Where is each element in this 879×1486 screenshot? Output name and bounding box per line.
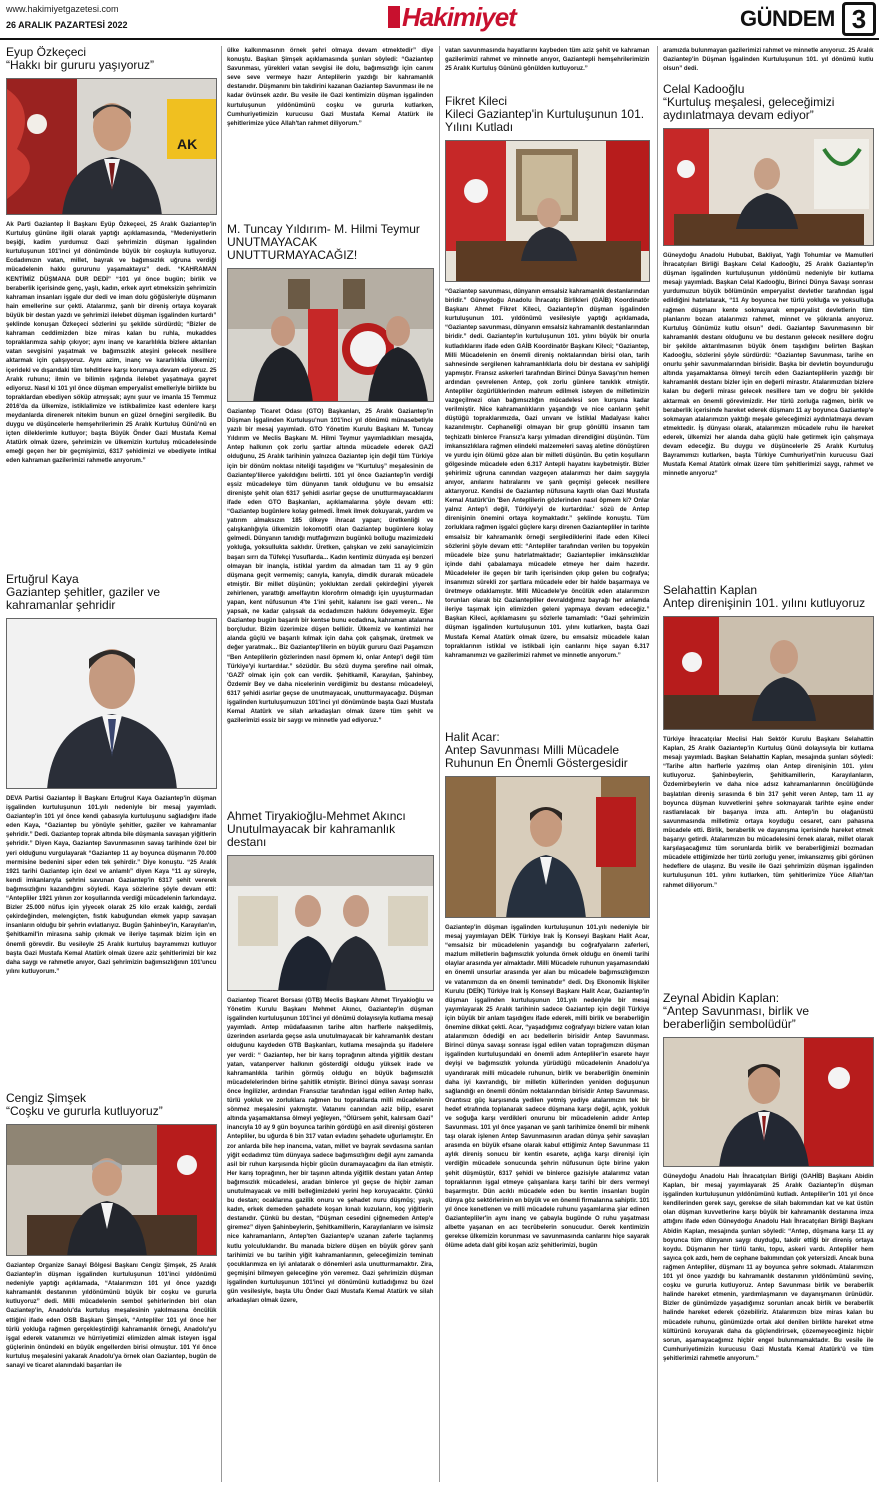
portrait-photo bbox=[6, 1124, 217, 1256]
story-body: Güneydoğu Anadolu Hububat, Bakliyat, Yağlı Tohumlar ve Mamulleri İhracatçıları Birliği Başkanı Celal Kadooğlu, 25 Aralık Gaziantep'in düşman işgalinden kurtuluşunun yıldönümü nedeniyle bir kutlama mesajı yayımladı. Başkan Celal Kadooğlu, Birinci Dünya Savaşı sonrası yurdumuzun büyük bölümünün emperyalist devletler tarafından işgal edildiğini hatırlatarak, “11 Ay boyunca her türlü yokluğa ve yoksulluğa rağmen düşmanı kente sokmayarak emperyalist devletlerin tüm planlarını bozan atalarımızı rahmet, minnet ve şükranla anıyoruz. Kurtuluş Günümüz kutlu olsun” dedi. Gaziantep Savunmasının bir kahramanlık destanı olduğunu ve bu destanın gelecek nesillere doğru bir şekilde aktarılmasının büyük önem taşıdığını belirten Başkan Kadooğlu, sözlerini şöyle sürdürdü: “Gaziantep Savunması, tarihe en onurlu şehir savunmalarından birisidir. Başka bir devletin boyunduruğu altında yaşamaktansa ölmeyi tercih eden Gazianteplilerin yazdığı bir kahramanlık destanı bizler için en değerli mirastır. Atalarımızdan bizlere kalan bu değerli mirası gelecek nesillere tam ve doğru bir şekilde aktarmak en önemli görevimizdir. Her türlü zorluğa rağmen, birlik ve beraberlik içerisinde hareket ederek düşmanı 11 ay boyunca Gaziantep'e sokmayan atalarımızın yaktığı meşale geleceğimizi aydınlatmaya devam etmektedir. İş dünyası olarak, atalarımızın mücadele ruhu ile hareket ederek, ülkemizi her alanda daha güçlü hale getirmek için çalışmaya devam edeceğiz. Bu duygu ve düşüncelerle 25 Aralık Kurtuluş Bayramımızı kutlarken, başta Türkiye Cumhuriyeti'nin kurucusu Gazi Mustafa Kemal Atatürk olmak üzere tüm şehitlerimizi saygı, rahmet ve minnetle anıyoruz” bbox=[663, 252, 874, 478]
story-body: Güneydoğu Anadolu Halı İhracatçıları Birliği (GAHİB) Başkanı Abidin Kaplan, bir mesaj yayımlayarak 25 Aralık Gaziantep'in düşman işgalinden kurtuluşunun yıldönümünü kutladı. Antepliler'in 101 yıl önce kendilerinden gerek sayı, gerekse de silah bakımından kat ve kat üstün olan düşman kuvvetlerine karşı büyük bir kahramanlık destanına imza attığını ifade eden Güneydoğu Anadolu Halı İhracatçıları Birliği Başkanı Abidin Kaplan, mesajında şunları söyledi: “Antep, düşmana karşı 11 ay boyunca tüm dünyanın saygı duyduğu, takdir ettiği bir direniş ortaya koydu. Düşmanın her türlü tankı, topu, askeri vardı. Antepliler hem sayıca çok azdı, hem de cephane bakımından çok yetersizdi. Ancak buna rağmen Antepliler, düşmanı 11 ay boyunca şehre sokmadı. Atalarımızın 101 yıl önce yazdığı bu kahramanlık destanının yıldönümünü sevinç, coşku ve gururla kutluyoruz. Antep Savunması birlik ve beraberlik halinde hareket etmenin, yardımlaşmanın ve dayanışmanın ürünüdür. Bizler de günümüzde yaşadığımız sorunları ancak birlik ve beraberlik halinde hareket ederek çözebiliriz. Atalarımızın bize miras kalan bu mücadele ruhunu, günümüzde ortak akıl denilen birlikte hareket etme kültürünü koruyarak daha da güçlendirirsek, çözemeyeceğimiz hiçbir sorun, aşamayacağımız hiçbir engel bulunmamaktadır. Bu vesile ile Cumhuriyetimizin kurucusu Gazi Mustafa Kemal Atatürk'ü ve tüm şehitlerimizi rahmetle anıyorum.” bbox=[663, 1173, 874, 1362]
story-headline bbox=[6, 1092, 217, 1118]
column-divider bbox=[221, 46, 222, 1482]
story-headline bbox=[227, 810, 434, 849]
story-kadooglu bbox=[663, 83, 874, 577]
story-kaya bbox=[6, 573, 217, 1085]
logo-text: Hakimiyet bbox=[402, 1, 516, 32]
group-photo bbox=[227, 268, 434, 402]
office-image bbox=[446, 141, 650, 282]
story-body: Ak Parti Gaziantep İl Başkanı Eyüp Özkeçeci, 25 Aralık Gaziantep'in Kurtuluş gününe ilgili olarak yaptığı açıklamasında, “Medeniyetlerin beşiği, kadim yurdumuz Gazi şehrimizin düşman işgalinden kurtuluşunun 101'inci yıl dönümünde büyük bir coşkuyla kutluyoruz. Ecdadımızın vatan, millet, bayrak ve bağımsızlık uğruna verdiği mücadelenin hakkı gururunu yaşamaktayız” dedi. “KAHRAMAN KENTİMİZ DÜŞMANA DUR DEDİ” “101 yıl önce bugün; birlik ve beraberlik içerisinde genç, yaşlı, kadın, erkek ayırt etmeksizin şehrimizin kahraman insanları işgale dur dedi ve iman dolu göğüsleriyle düşmanın hain emellerine sur çekti. Atalarımız, şanlı bir direniş ortaya koyarak büyük bir destan yazdı ve şehrimizi ilelebet düşman işgalinden kurtardı” şeklinde konuşan Özkeçeci sözlerini şu şekilde sürdürdü; “Bizler de kahraman ceddimizden bize miras kalan bu ruhla, mukaddes topraklarımıza sahip çıkıyor; aynı inanç ve kararlılıkla bizlere aktarılan vatan sevgisini yaşatmak ve bağımsızlık ateşini gelecek nesillere aktarmak için çalışıyoruz. Aynı azim, inanç ve kararlılıkla ülkemizi; içerideki ve dışarıdaki tüm tehditlere karşı korumaya devam ediyoruz. 25 Aralık ruhunu; ilmin ve bilimin ışığında ilelebet yaşatmaya gayret ediyoruz. Nasıl ki 101 yıl önce düşman emperyalist emelleriyle birlikte bu topraklardan ebediyen söküp atmışsak; aynı şuur ve imanla 15 Temmuz 2016'da da ülkemize, istiklalimize ve istikbalimize kast edenlere karşı meydanlarda direnerek nitekim bunun en güzel örneğini sergiledik. Bu duygu ve düşüncelerle hemşehrilerimin 25 Aralık Kurtuluş Günü'nü en içten dileklerimle kutluyor; başta Büyük Önder Gazi Mustafa Kemal Atatürk olmak üzere, şehrimizin ve ülkemizin kurtuluş mücadelesinde emeği geçen her bir geçmişimizi, 6317 şehidimizi ve ebediyete intikal eden kahraman gazilerimizi rahmetle anıyorum.” bbox=[6, 221, 217, 465]
story-title: Antep Savunması Milli Mücadele Ruhunun En Önemli Göstergesidir bbox=[445, 743, 628, 770]
story-person-name: Celal Kadooğlu bbox=[663, 82, 745, 96]
story-person-name: Ahmet Tiryakioğlu-Mehmet Akıncı bbox=[227, 809, 406, 823]
story-body: Gaziantep Ticaret Borsası (GTB) Meclis Başkanı Ahmet Tiryakioğlu ve Yönetim Kurulu Başkanı Mehmet Akıncı, Gaziantep'in düşman işgalinden kurtuluşunun 101'inci yıl dönümü dolayısıyla kutlama mesajı yayımladı. Antep müdafaasının tarihe altın harflerle nakşedilmiş, üzerinden asırlarda geçse asla unutulmayacak bir kahramanlık destanı olduğunu kaydeden GTB Başkanları, kutlama mesajında şu ifadelere yer verdi: “ Gaziantep, her bir karış toprağının altında yiğitlik destanı yatan, vatanperver halkının gösterdiği olduğu yüksek irade ve kahramanlıkla tarihin görmüş olduğu en büyük bağımsızlık mücadelelerinden birine şahitlik etmiştir. Birinci dünya savaşı sonrası önce İngilizler, ardından Fransızlar tarafından işgal edilen Antep halkı, türlü yokluk ve zorluklara rağmen bu topraklarda milli mücadelenin sönmez meşalesini yakmıştır. Vatanını canından aziz bilip, esaret altında yaşamaktansa ölmeyi yeğleyen, “Ölürsem şehit, kalırsam Gazi” inancıyla 10 ay 9 gün boyunca tarihin gördüğü en asil direnişi gösteren Antepliler, bu uğurda 6 bin 317 vatan evladını şehadete uğurlamıştır. En zor anlarda bile hep inancına, vatan, millet ve bayrak sevdasına sarılan yiğit ecdadımız tüm dünyaya sadece bağımsızlığını değil aynı zamanda asil bir ruhun karşısında hiçbir gücün duramayacağını da ilan etmiştir. Her karış toprağının, her bir taşının altında yiğitlik destanı yatan Antep bağımsızlık mücadelesi, aradan binlerce yıl geçse de hiçbir zaman unutulmayacak ve milli belleğimizdeki yerini hep koruyacaktır. Çünkü bu destan; ocaklarına gazilik onuru ve şehadet nuru düşmüş; yaşlı, kadın, erkek demeden şehadete koşan kınalı kuzuların, koç yiğitlerin destanıdır. Çünkü bu destan, “Düşman cesedini çiğnemeden Antep'e giremez” diyen Şahinbeylerin, Şehitkamillerin, Karayılanların ve isimsiz nice kahramanların, Antep'ten Gaziantep'e uzanan zaferle taçlanmış kutlu yolculuklarıdır. Bu manada bizlere düşen en büyük görev şanlı tarihimizi ve bu tarihin yiğit kahramanlarının, geleceğimizin teminatı çocuklarımıza en iyi anlatarak o dönemleri asla unutturmamaktır. Zira, geçmişini bilmeyen geleceğine yön veremez. Gazi şehrimizin düşman işgalinden kurtuluşunun 101'inci yıl dönümünü kutladığımız bu özel gün vesilesiyle, başta Ulu Önder Gazi Mustafa Kemal Atatürk ve silah arkadaşları olmak üzere, bbox=[227, 997, 434, 1305]
group-image bbox=[228, 856, 434, 991]
story-person-name: Eyup Özkeçeci bbox=[6, 46, 87, 59]
story-title: Unutulmayacak bir kahramanlık destanı bbox=[227, 822, 396, 849]
page-number: 3 bbox=[842, 2, 876, 36]
portrait-image bbox=[446, 777, 650, 918]
column-divider bbox=[439, 46, 440, 1482]
story-headline bbox=[663, 992, 874, 1031]
group-photo bbox=[227, 855, 434, 991]
story-headline bbox=[6, 46, 217, 72]
column-1 bbox=[6, 46, 217, 1482]
story-title: “Antep Savunması, birlik ve beraberliğin sembolüdür” bbox=[663, 1004, 810, 1031]
portrait-image bbox=[7, 1125, 217, 1256]
story-title: Gaziantep şehitler, gaziler ve kahramanlar şehridir bbox=[6, 585, 161, 612]
portrait-image bbox=[7, 79, 217, 215]
story-title: Kileci Gaziantep'in Kurtuluşunun 101. Yılını Kutladı bbox=[445, 107, 645, 134]
portrait-image bbox=[664, 1038, 874, 1167]
story-headline bbox=[445, 95, 650, 134]
story-kileci bbox=[445, 95, 650, 724]
story-headline bbox=[663, 83, 874, 122]
story-title: “Hakkı bir gururu yaşıyoruz” bbox=[6, 58, 155, 72]
story-person-name: Zeynal Abidin Kaplan: bbox=[663, 991, 780, 1005]
portrait-image bbox=[664, 617, 874, 730]
newspaper-logo bbox=[388, 2, 516, 32]
story-body: Gaziantep'in düşman işgalinden kurtuluşunun 101.yılı nedeniyle bir mesaj yayımlayan DEİK Türkiye Irak İş Konseyi Başkanı Halit Acar, “emsalsiz bir mücadelenin yaşandığı bu coğrafyaların zaferleri, mazlum milletlerin bağımsızlık yolunda örnek olduğu en önemli tarihi olaylar arasında yer almaktadır. Milli Mücadele ruhunun yaşamasındaki en önemli unsurlar arasında yer alan bu mücadele bağımsızlığımızın ve vatanımızın da en önemli teminatıdır” dedi. Dış Ekonomik İlişkiler Kurulu (DEİK) Türkiye Irak İş Konseyi Başkanı Halit Acar, Gaziantep'in düşman işgalinden kurtuluşunun 101.yılı nedeniyle bir mesaj yayımlayarak 25 Aralık tarihinin sadece Gaziantep için değil Türkiye için büyük bir anlam taşıdığını ifade ederek, milli birlik ve beraberliğin önemine dikkat çekti. Acar, “yaşadığımız coğrafyayı bizlere vatan kılan atalarımızın ödediği en acı bedellerin birisidir Antep Savunması. Birinci dünya savaşı sonrası işgal edilen vatan toprağımızın düşman işgalinden kurtuluşundaki en önemli adım Antepliler'in esarete hayır deyişi ve bağımsızlık yolunda yürüdüğü mücadelenin Anadolu'ya uyandırarak milli mücadele ruhunun, birlik ve beraberliğin öneminin daha iyi kavrandığı, bir milletin küllerinden yeniden doğuşunun sağlandığı en önemli dönüm noktalarından birisidir Antep Savunması. Orantısız güç karşısında yedilen yetmiş yediye atalarımızın tek bir hedef etrafında toplanarak sadece düşmana karşı değil, açlık, yokluk ve soğuğa karşı verdikleri onurunu bir mücadelenin adıdır Antep Savunması. 101 yıl önce yaşanan ve şanlı tarihimize önemli bir mihenk taşı olarak işlenen Antep Savunmasının aradan dünya şehir savaşları arasında en büyük efsane olarak kabul ettiğimiz Antep Savunması 11 aylık direniş sonucu bir kentin esarete, açlığa karşı direnişi için verdiğin mücadele sonucunda şehrin nüfusunun üçte birine yakın şehit düşmüştür, 6317 şehidi ve binlerce gazisiyle atalarımız vatan topraklarının işgal etmeye çalışanlara karşı tarihi bir ders vermeyi başarmıştır. Dün acıklı mücadele eden bu kentin insanları bugün dünya göz sektörlerinin en büyük ve en önemli firmalarına sahiptir. 101 yıl önce kenetlenen ve milli mücadele ruhunu yaşamlarına şiar edinen Gaziantepliler'in aynı inanç ve çabayla bugünde O ruhu yaşatması albette yaşanan en acı tecrübelerin sonucudur. Gerek kentimizin gerekse ülkemizin korunması ve savunmasında canlarını hiçe sayarak ölüme adeta dalıl gibi koşan aziz şehitlerimizi, bugün bbox=[445, 924, 650, 1250]
column-4 bbox=[663, 46, 874, 1482]
svg-text:AK: AK bbox=[177, 136, 198, 152]
story-body: Türkiye İhracatçılar Meclisi Halı Sektör Kurulu Başkanı Selahattin Kaplan, 25 Aralık Gaziantep'in Kurtuluş Günü dolayısıyla bir kutlama mesajı yayımladı. Başkan Selahattin Kaplan, mesajında şunları söyledi: “Tarihe altın harflerle yazılmış olan Antep direnişinin 101. yılını kutluyoruz. Şahinbeylerin, Şehitkamillerin, Karayılanların, Özdemirbeylerin ve daha nice adsız kahramanlarının öncülüğünde başlatılan direniş sırasında 6 bin 317 şehit veren Antep, tam 11 ay boyunca düşman kuvvetlerini şehre sokmayarak tarihte eşine ender rastlanılacak bir başarıya imza attı. Antep'in bu olağanüstü savunmasında milletimiz ortaya koyduğu cesaret, canı pahasına mücadele etti. Birlik, beraberlik ve dayanışma içerisinde hareket etmek başarıyı getirdi. Atalarımızın bu mücadelesini örnek alarak, millet olarak karşılaşacağımız tüm sorunlarda birlik ve beraberliğimizi bozmadan mücadele ettiğimizde her türlü zorluğu yener, imkansızmış gibi görünen hedeflere de ulaşırız. Bu vesile ile Gazi şehrimizin düşman işgalinden kurtuluşunun 101. yılını kutlarken, tüm şehitlerimize Yüce Allah'tan rahmet diliyorum.” bbox=[663, 736, 874, 889]
portrait-photo bbox=[6, 618, 217, 789]
story-body-continued: aramızda bulunmayan gazilerimizi rahmet ve minnetle anıyoruz. 25 Aralık Gaziantep'in Düşman İşgalinden Kurtuluşunun 101. yıl dönümü kutlu olsun” dedi. bbox=[663, 47, 874, 73]
story-title: UNUTMAYACAK UNUTTURMAYACAĞIZ! bbox=[227, 235, 358, 262]
column-3 bbox=[445, 46, 650, 1482]
story-body-continued: vatan savunmasında hayatlarını kaybeden tüm aziz şehit ve kahraman gazilerimizi rahmet ve minnetle anıyor, Gaziantepli hemşehrilerimizin 25 Aralık Kurtuluş Gününü gönülden kutluyoruz.” bbox=[445, 47, 650, 73]
masthead bbox=[0, 0, 879, 40]
office-photo bbox=[663, 128, 874, 246]
story-kaplan-zeynal bbox=[663, 992, 874, 1464]
story-body: Gaziantep Ticaret Odası (GTO) Başkanları, 25 Aralık Gaziantep'in Düşman İşgalinden Kurtuluşu'nun 101'inci yıl dönümü münasebetiyle yazılı bir mesaj yayımladı. GTO Yönetim Kurulu Başkanı M. Tuncay Yıldırım ve Meclis Başkanı M. Hilmi Teymur yayımladıkları mesajda, Antep halkının çok zorlu şartlar altında mücadele ederek GAZİ olduğunu, 25 Aralık tarihinin yalnızca Gaziantep için değil tüm Türkiye için bir dönüm noktası niteliği taşıdığını ve “Kurtuluş” meşalesinin de Gaziantep'lilerce yakıldığını belirtti. 101 yıl önce Gaziantep'in verdiği eşsiz mücadeleye tüm dünyanın tanık olduğunu ve bu emsalsiz direnişte şehit olan 6317 şehidi asırlar geçse de unutturmayacaklarını ifade eden GTO Başkanları, açıklamalarına şöyle devam etti: “Gaziantep bugünlere kolay gelmedi. İlmek ilmek dokuyarak, yardım ve yatırım almaksızın 185 ülkeye ihracat yapan; üretkenliği ve çalışkanlığıyla ülkemizin lokomotifi olan Gaziantep bugünlere kolay gelmedi. Dünyanın tanıdığı mutfağımızın bugünkü bolluğu mazimizdeki yokluğa, yoksullukta saklıdır. Üretken, çalışkan ve zeki sanayicimizin başarı sırrı da Tüfekçi Yusuflarda... Kadın kentimiz dünyada eşi benzeri olmayan bir inançla, istiklal yardım da almadan tam 11 ay 9 gün düşmana geçit vermemiş; canıyla, kanıyla, dimdik durarak mücadele etmiştir. Bir millet düşünün; yokluktan zerdali çekirdeğini yiyerek zehirlenen, yarattığı amelfayıtın klorofırm olmadığı için uyuşturmadan yapan, kent nüfusunun 4'te 1'ini şehit, kalanını ise gazi veren... Ne yapsak, ne kadar çalışsak da ecdadımızın hakkını ödeyemeyiz. Eğer Gaziantep bugün başarılı bir kentse bunu ecdadına, kahraman atalarına borçludur. Bizim üzerimize düşen bellidir. Ülkemiz ve kentimizi her alanda güçlü ve başarılı kılmak için daha çok çalışmak, üretmek ve değer yaratmak... Biz Gaziantep'lilerin en büyük gururu Gazi Paşamızın “Ben Anteplilerin gözlerinden nasıl öpmem ki, onlar Antep'i değil tüm Türkiye'yi kurtardılar.” sözüdür. Bu sözü duyma şerefine nail olmak, 'GAZİ' olmak için çok can verdik. Şehitkamil, Karayılan, Şahinbey, Özdemir Bey ve daha nicelerinin verdiğimiz bu destansı mücadeleyi, 6317 şehidi asırlar geçse de unutmayacak, unutturmayacağız. Düşman işgalinden kurtuluşumuzun 101'inci yıl dönümünde başta Gazi Mustafa Kemal Atatürk ve silah arkadaşları olmak üzere tüm şehit ve gazilerimizi essiz bir saygı ve minnetle yad ediyoruz.” bbox=[227, 408, 434, 725]
story-headline bbox=[6, 573, 217, 612]
section-title: GÜNDEM bbox=[740, 6, 835, 31]
story-acar bbox=[445, 731, 650, 1343]
story-body: DEVA Partisi Gaziantep İl Başkanı Ertuğrul Kaya Gaziantep'in düşman işgalinden kurtuluşunun 101.yılı nedeniyle bir mesaj yayımladı. Gaziantep'in 101 yıl önce kendi çabasıyla kurtuluşunu sağladığını ifade eden Kaya, “Gaziantep bu yönüyle şehitler, gaziler ve kahramanlar şehridir.” Dedi. Gaziantep toprak altında bile düşmanla savaşan yiğitlerin şehridir.” Diyen Kaya, Gaziantep Savunmasının savaş tarihinde özel bir yeri olduğunu vurgulayarak “Gaziantep 11 ay boyunca düşmanın 70.000 mermisine bedenini siper eden tek şehirdir.” Diye konuştu. “25 Aralık 1921 tarihi Gaziantep için özel ve anlamlı” diyen Kaya “11 ay süreyle, kendi imkanlarıyla şehrini savunan Gaziantep'in 6317 şehit vererek bağımsızlığını kazandığını söyledi. Kaya sözlerine şöyle devam etti: “Antepliler 1921 yılının zor koşullarında verdiği mücadelenin farkındayız. Bizler 25.000 nüfus için yiyecek olarak 25 kilo erzak kaldığı, zerdali çekirdeğinden, melengiçten, fıstık kabuğundan ekmek yapıp savaşan insanların olduğu bir şehrin evlatlarıyız. Bugün Şahinbey'in, Karayılan'ın, Şehitkamil'in mirasına sahip çıkmak ve ileriye taşımak bizim için en önemli görevdir. Bu vesileyle 25 Aralık kurtuluş bayramımızı kutluyor başta Gazi Mustafa Kemal Atatürk olmak üzere aziz şehitlerimizi bir kez daha saygı ve rahmetle anıyor, Gazi şehrimizin bağımsızlığının 101'uncu yılını kutluyorum.” bbox=[6, 795, 217, 975]
logo-flag-icon bbox=[388, 6, 400, 28]
story-body: “Gaziantep savunması, dünyanın emsalsiz kahramanlık destanlarından biridir.” Güneydoğu Anadolu İhracatçı Birlikleri (GAİB) Koordinatör Başkanı Ahmet Fikret Kileci, Gaziantep'in düşman işgalinden kurtuluşunun 101. yıldönümü vesilesiyle yaptığı açıklamada, “Gaziantep savunması, dünyanın emsalsiz kahramanlık destanlarından biridir.” dedi. Gaziantep'in kurtuluşunun 101. yılını büyük bir onurla kutladıklarını ifade eden GAİB Koordinatör Başkanı Kileci; “Gaziantep, Milli Mücadelenin en önemli direniş noktalarından birisi olan, tarih sahnesinde sergilenen kahramanlıklarla dolu bir destana ev sahipliği yapmıştır. Fransız askerleri tarafından Birinci Dünya Savaşı'nın hemen ardından çevrelenen Antep, çok zorlu günlere tanıklık etmiştir. Antepliler özgürlüklerinden mahrum edilmek isteyen de milletimizin vazgeçilmezi olan bağımsızlığın mücadelesi son kurşuna kadar verilmiştir. Nice kahramanlıkların yaşandığı ve nice canların şehit düştüğü topraklarımızda, Gazi unvanı ve İstiklal Madalyası kalıcı kazanılmıştır. Cephaneliği olmayan bir grup gönüllü insanın tam teçhizatlı binlerce Fransız'a karşı yılmadan direndiğini düşünün. Tüm imkansızlıklara rağmen elindeki malzemeleri savaş aletine dönüştüren ve yurdu için ölümü göze alan bir milleti düşünün. Bu çetin koşulların gölgesinde mücadele eden 6.317 Antepli hayatını kaybetmiştir. Bizler şehirimiz uğruna canından vazgeçen atalarımızı her daim saygıyla anıyor, anılarını hatıralarını ve şanlı geçmişi gelecek nesillere aktarıyoruz. Kendisi de Gaziantep nüfusuna kayıtlı olan Gazi Mustafa Kemal Atatürk'ün 'Ben Anteplilerin gözlerinden nasıl öpmem ki? Onlar yalnız Antep'i değil, Türkiye'yi de kurtardılar.' sözü de Antep direnişinin önemini ortaya koymaktadır.” şeklinde konuştu. Tüm zorluklara rağmen işgalci güçlere karşı direnen Gaziantepliler in tarihte emsalsiz bir kahramanlık örneği sergilediklerini ifade eden Kileci sözlerini şöyle devam etti: “Antepliler tarafından verilen bu topyekûn mücadele bize şunu hatırlatmaktadır; Gazianteplier imkânsızlıklar içinde dahi çabalamaya mücadele etmeye her daim hazırdır. Mücadeleler ile geçen bir tarih içerisinden çıkıp gelen bu coğrafya; insanımızı sürekli zor şartlara mücadele eder bir halde başarmaya ve üretmeye odaklamıştır. Milli Mücadele'ye öncülük eden atalarımızın torunları olarak biz Gaziantepliler devraldığımız bayrağı her anlamda ileriye taşımak için elimizden geleni yapmaya devam edeceğiz.” Başkan Kileci, açıklamasını şu sözlerle tamamladı: “Gazi şehrimizin düşman işgalinden kurtuluşunun 101. yılını kutlarken, başta Gazi Mustafa Kemal Atatürk olmak üzere, bu emsalsiz mücadele kalan topraklarının istiklal ve istikbali için canlarını hiçe sayan 6.317 kahramanımızı ve gazilerimizi rahmet ve minnetle anıyorum.” bbox=[445, 288, 650, 659]
portrait-photo bbox=[663, 616, 874, 730]
story-headline bbox=[445, 731, 650, 770]
story-body: Gaziantep Organize Sanayi Bölgesi Başkanı Cengiz Şimşek, 25 Aralık Gaziantep'in düşman işgalinden kurtuluşunun 101'inci yıldönümü nedeniyle yaptığı açıklamada, “Atalarımızın 101 yıl önce yazdığı kahramanlık destanının yıldönümünü büyük bir coşku ve gururla kutluyoruz” dedi. Milli mücadelenin sembol şehirlerinden biri olan Gaziantep'in, Anadolu'da kurtuluş meşalesinin yakılmasına öncülük ettiğini ifade eden OSB Başkanı Şimşek, “Antepliler 101 yıl önce her türlü yokluğa rağmen gerçekleştirdiği kahramanlık örneği, Anadolu'yu işgal ederek vatanımızı ve hürriyetimizi elimizden almak isteyen işgal güçlerinin önündeki en büyük engellerden birisi olmuştur. 101 Yıl önce kurtuluş meşalesini yakarak Anadolu'ya örnek olan Gaziantep, bugün de sanayi ve ticaret alanındaki başarıları ile bbox=[6, 1262, 217, 1370]
portrait-photo bbox=[445, 776, 650, 918]
office-photo bbox=[445, 140, 650, 282]
column-2 bbox=[227, 46, 434, 1482]
story-person-name: M. Tuncay Yıldırım- M. Hilmi Teymur bbox=[227, 222, 420, 236]
portrait-photo bbox=[663, 1037, 874, 1167]
story-person-name: Ertuğrul Kaya bbox=[6, 572, 79, 586]
story-person-name: Fikret Kileci bbox=[445, 94, 508, 108]
story-title: Antep direnişinin 101. yılını kutluyoruz bbox=[663, 596, 866, 610]
website-url[interactable]: www.hakimiyetgazetesi.com bbox=[6, 4, 119, 14]
office-image bbox=[664, 129, 874, 246]
portrait-photo bbox=[6, 78, 217, 215]
story-person-name: Halit Acar: bbox=[445, 730, 500, 744]
story-title: “Kurtuluş meşalesi, geleceğimizi aydınlatmaya devam ediyor” bbox=[663, 95, 835, 122]
issue-date: 26 ARALIK PAZARTESİ 2022 bbox=[6, 20, 128, 30]
story-title: “Coşku ve gururla kutluyoruz” bbox=[6, 1104, 163, 1118]
story-body-continued: ülke kalkınmasının örnek şehri olmaya devam etmektedir” diye konuştu. Başkan Şimşek açıklamasında şunları söyledi: “Gaziantep Savunması, yürekleri vatan sevgisi ile dolu, bağımsızlığı için canını seve seve vermeye hazır Anteplilerin yazdığı bir kahramanlık destanıdır. Düşmanını bin takdirini kazanan Gaziantep Savunması ile ne kadar övünsek azdır. Bu vesile ile Gazi kentimizin düşman işgalinden kurtuluşunun yıldönümünü coşku ve gururla kutlarken, Cumhuriyetimizin kurucusu Gazi Mustafa Kemal Atatürk ile şehitlerimize yüce Allah'tan rahmet diliyorum.” bbox=[227, 47, 434, 127]
story-person-name: Selahattin Kaplan bbox=[663, 583, 758, 597]
group-image bbox=[228, 269, 434, 402]
story-person-name: Cengiz Şimşek bbox=[6, 1091, 87, 1105]
column-divider bbox=[657, 46, 658, 1482]
story-kaplan-selahattin bbox=[663, 584, 874, 985]
story-ozkececi bbox=[6, 46, 217, 566]
story-headline bbox=[663, 584, 874, 610]
portrait-image bbox=[7, 619, 217, 789]
story-simsek bbox=[6, 1092, 217, 1411]
story-tiryakioglu-akinci bbox=[227, 810, 434, 1445]
story-headline bbox=[227, 223, 434, 262]
story-yildirim-teymur bbox=[227, 223, 434, 803]
